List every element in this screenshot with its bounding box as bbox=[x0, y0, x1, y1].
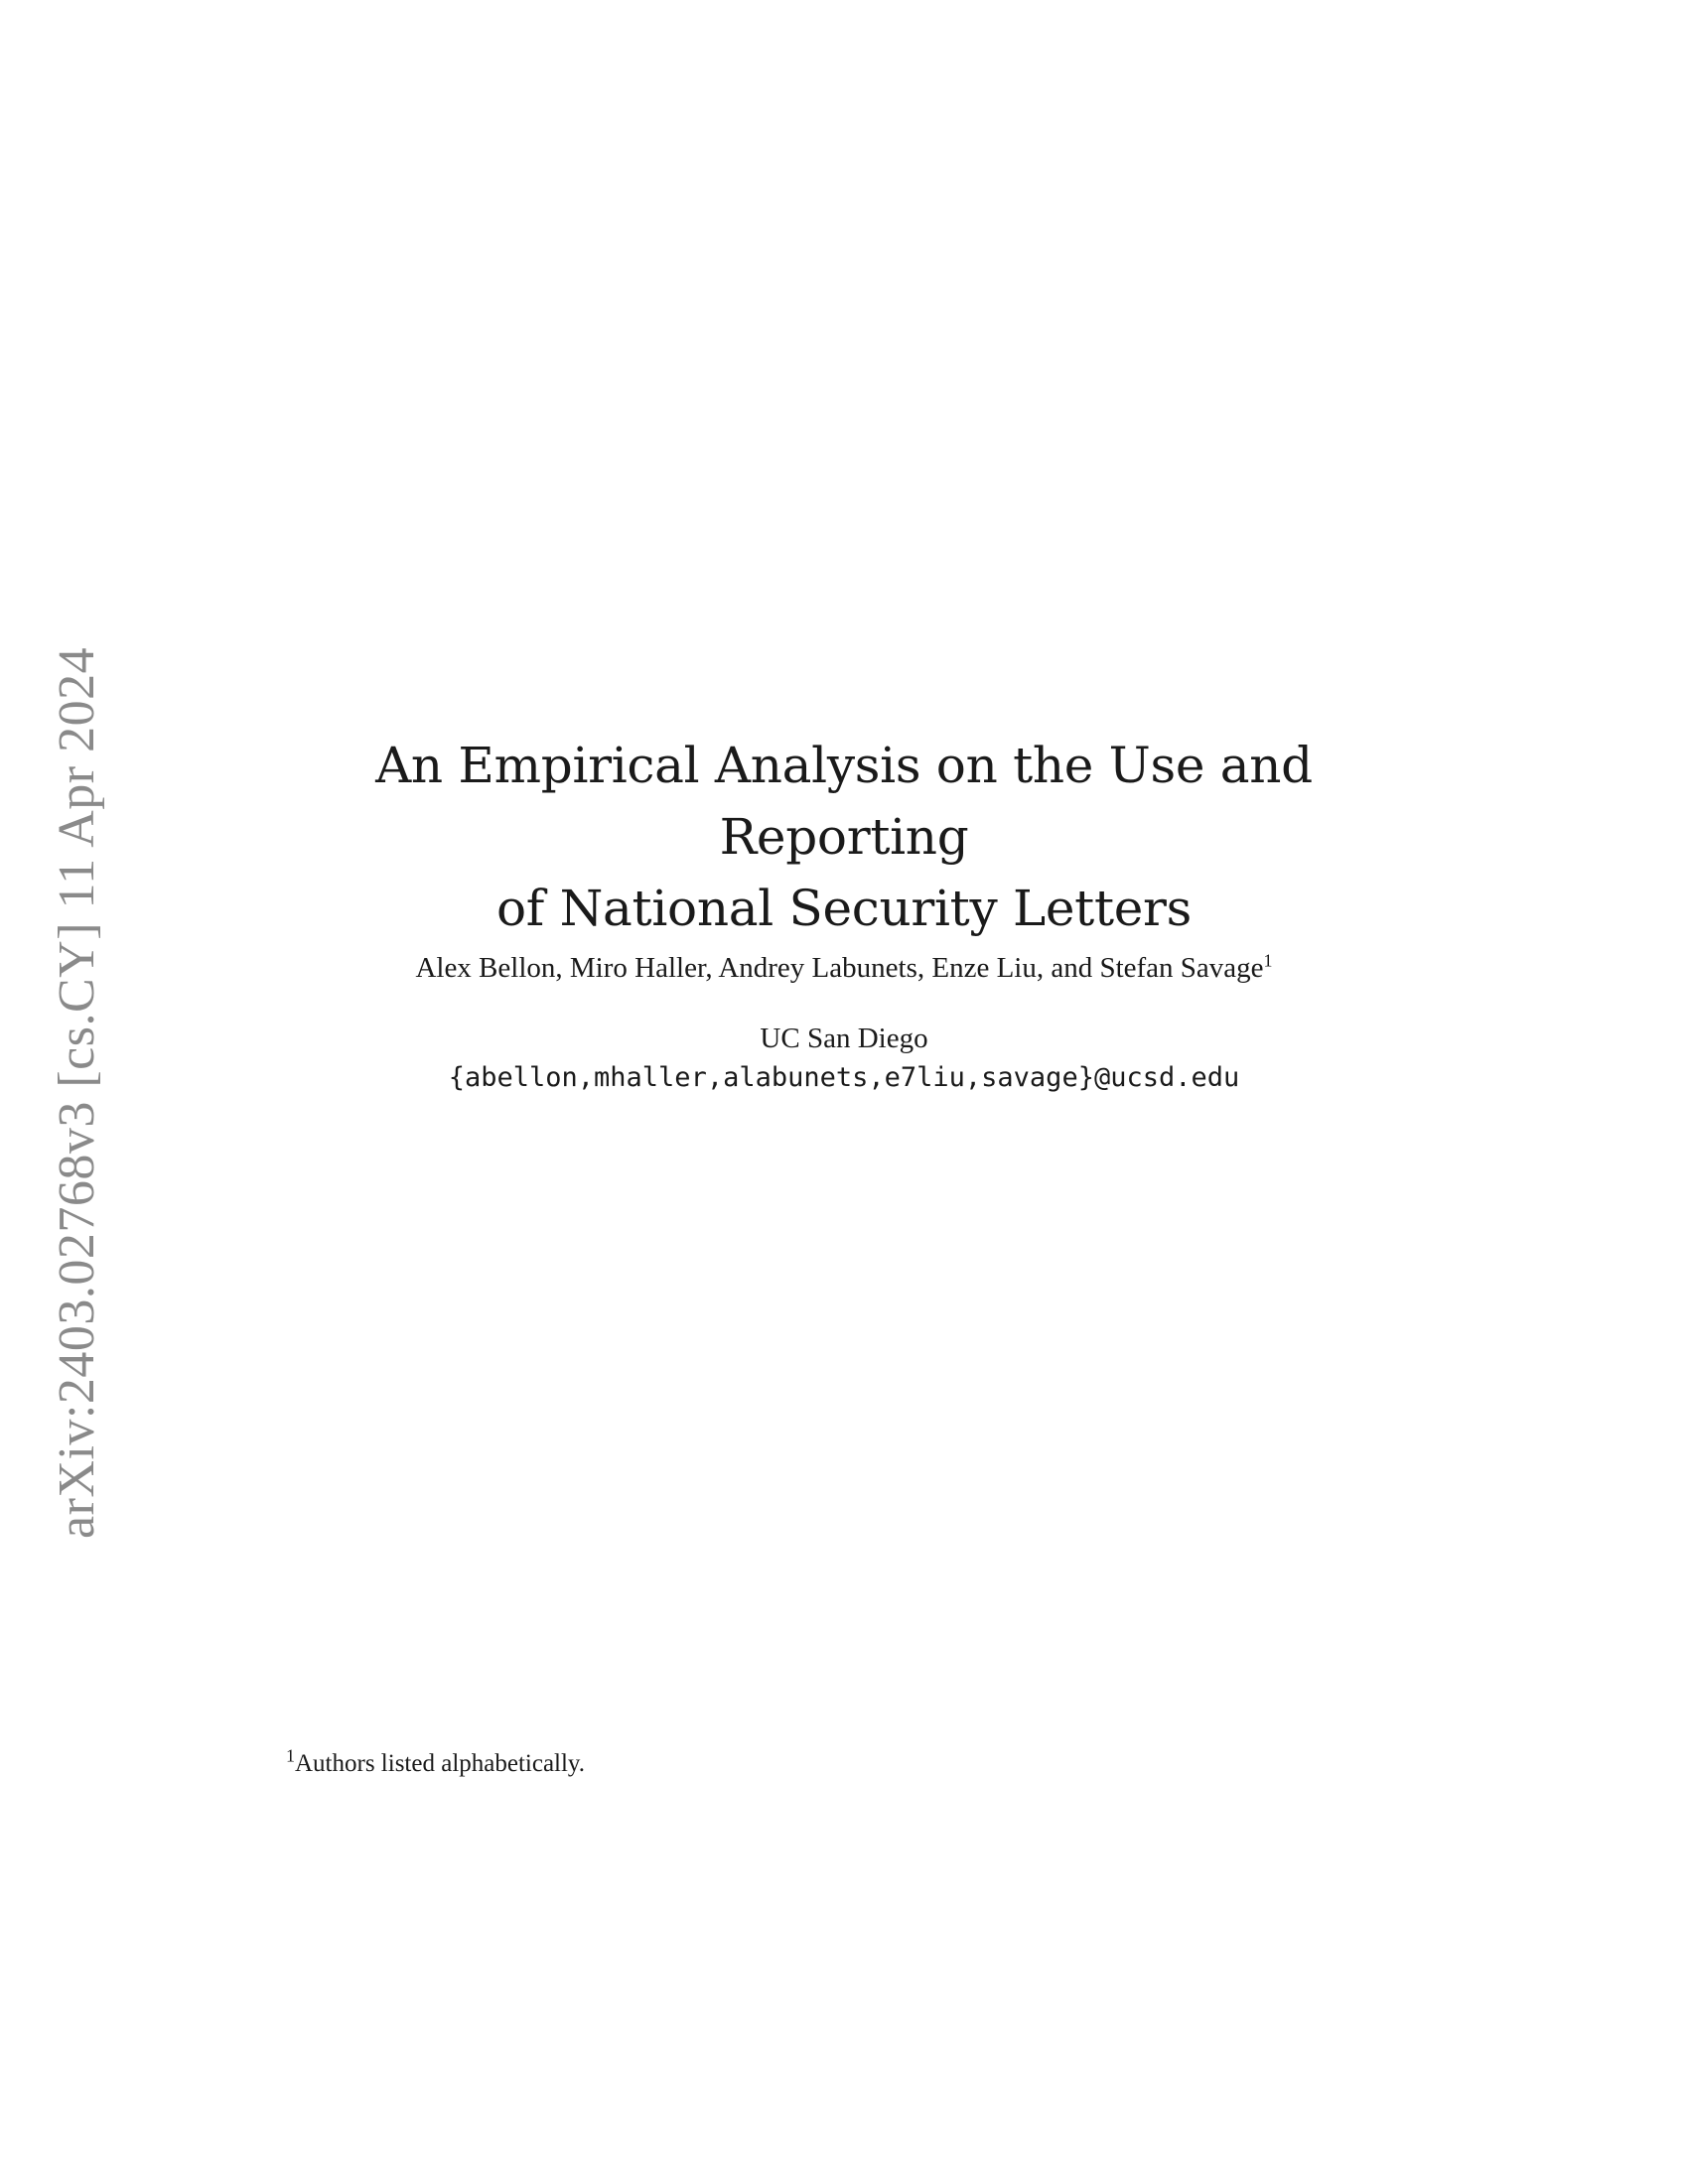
footnote-mark: 1 bbox=[286, 1745, 295, 1766]
author-emails: {abellon,mhaller,alabunets,e7liu,savage}@ucsd.edu bbox=[448, 1062, 1240, 1093]
affiliation: UC San Diego bbox=[760, 1023, 928, 1054]
title-line-1: An Empirical Analysis on the Use and Reporting bbox=[375, 737, 1313, 866]
footnote bbox=[286, 1747, 1180, 1781]
title-line-2: of National Security Letters bbox=[495, 880, 1193, 937]
author-names: Alex Bellon, Miro Haller, Andrey Labunets, Enze Liu, and Stefan Savage bbox=[415, 952, 1264, 984]
author-list bbox=[248, 948, 1440, 988]
footnote-text: Authors listed alphabetically. bbox=[295, 1750, 586, 1777]
paper-title bbox=[248, 730, 1440, 944]
author-footnote-mark: 1 bbox=[1263, 950, 1273, 971]
arxiv-identifier: arXiv:2403.02768v3 [cs.CY] 11 Apr 2024 bbox=[49, 646, 105, 1539]
